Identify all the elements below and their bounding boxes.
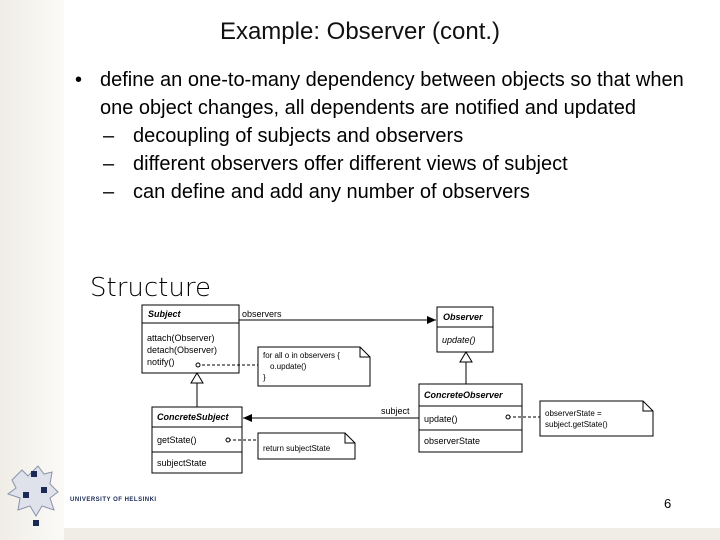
sub-marker: – — [103, 153, 115, 175]
bullet-marker: • — [75, 69, 83, 91]
concrete-subject-op: getState() — [157, 435, 197, 445]
subject-class-name: Subject — [148, 309, 181, 319]
sub-marker: – — [103, 125, 115, 147]
sub-item-text: different observers offer different views of subject — [133, 153, 568, 175]
observer-class-name: Observer — [443, 312, 483, 322]
notify-note-line: o.update() — [270, 362, 307, 371]
concrete-observer-attr: observerState — [424, 436, 481, 446]
concrete-observer-class-name: ConcreteObserver — [424, 390, 503, 400]
update-note-line: subject.getState() — [545, 420, 608, 429]
sub-marker: – — [103, 181, 115, 203]
observers-association — [239, 309, 436, 320]
observer-class — [437, 307, 493, 352]
subject-class — [142, 305, 239, 373]
getstate-note — [226, 433, 355, 459]
observer-generalization — [460, 352, 472, 384]
update-note — [506, 401, 653, 436]
subject-role-label: subject — [381, 406, 410, 416]
concrete-observer-op: update() — [424, 414, 458, 424]
concrete-subject-class-name: ConcreteSubject — [157, 412, 229, 422]
notify-note-line: } — [263, 373, 266, 382]
sub-item-text: can define and add any number of observers — [133, 181, 530, 203]
university-logo-icon — [8, 466, 58, 526]
subject-association — [243, 406, 419, 418]
page-number: 6 — [664, 496, 672, 511]
slide-title: Example: Observer (cont.) — [219, 18, 501, 45]
university-name: UNIVERSITY OF HELSINKI — [70, 497, 157, 503]
bullet-text: define an one-to-many dependency between objects so that when one object changes, all dependents are notified and updated — [100, 69, 684, 119]
subject-generalization — [191, 373, 203, 407]
subject-op: attach(Observer) — [147, 333, 215, 343]
subject-op: notify() — [147, 357, 175, 367]
sub-item-text: decoupling of subjects and observers — [133, 125, 464, 147]
concrete-subject-attr: subjectState — [157, 458, 207, 468]
update-note-line: observerState = — [545, 409, 602, 418]
structure-heading: Structure — [90, 273, 211, 303]
observer-op: update() — [442, 335, 476, 345]
getstate-note-line: return subjectState — [263, 444, 331, 453]
observers-role-label: observers — [242, 309, 282, 319]
notify-note-line: for all o in observers { — [263, 351, 340, 360]
subject-op: detach(Observer) — [147, 345, 218, 355]
